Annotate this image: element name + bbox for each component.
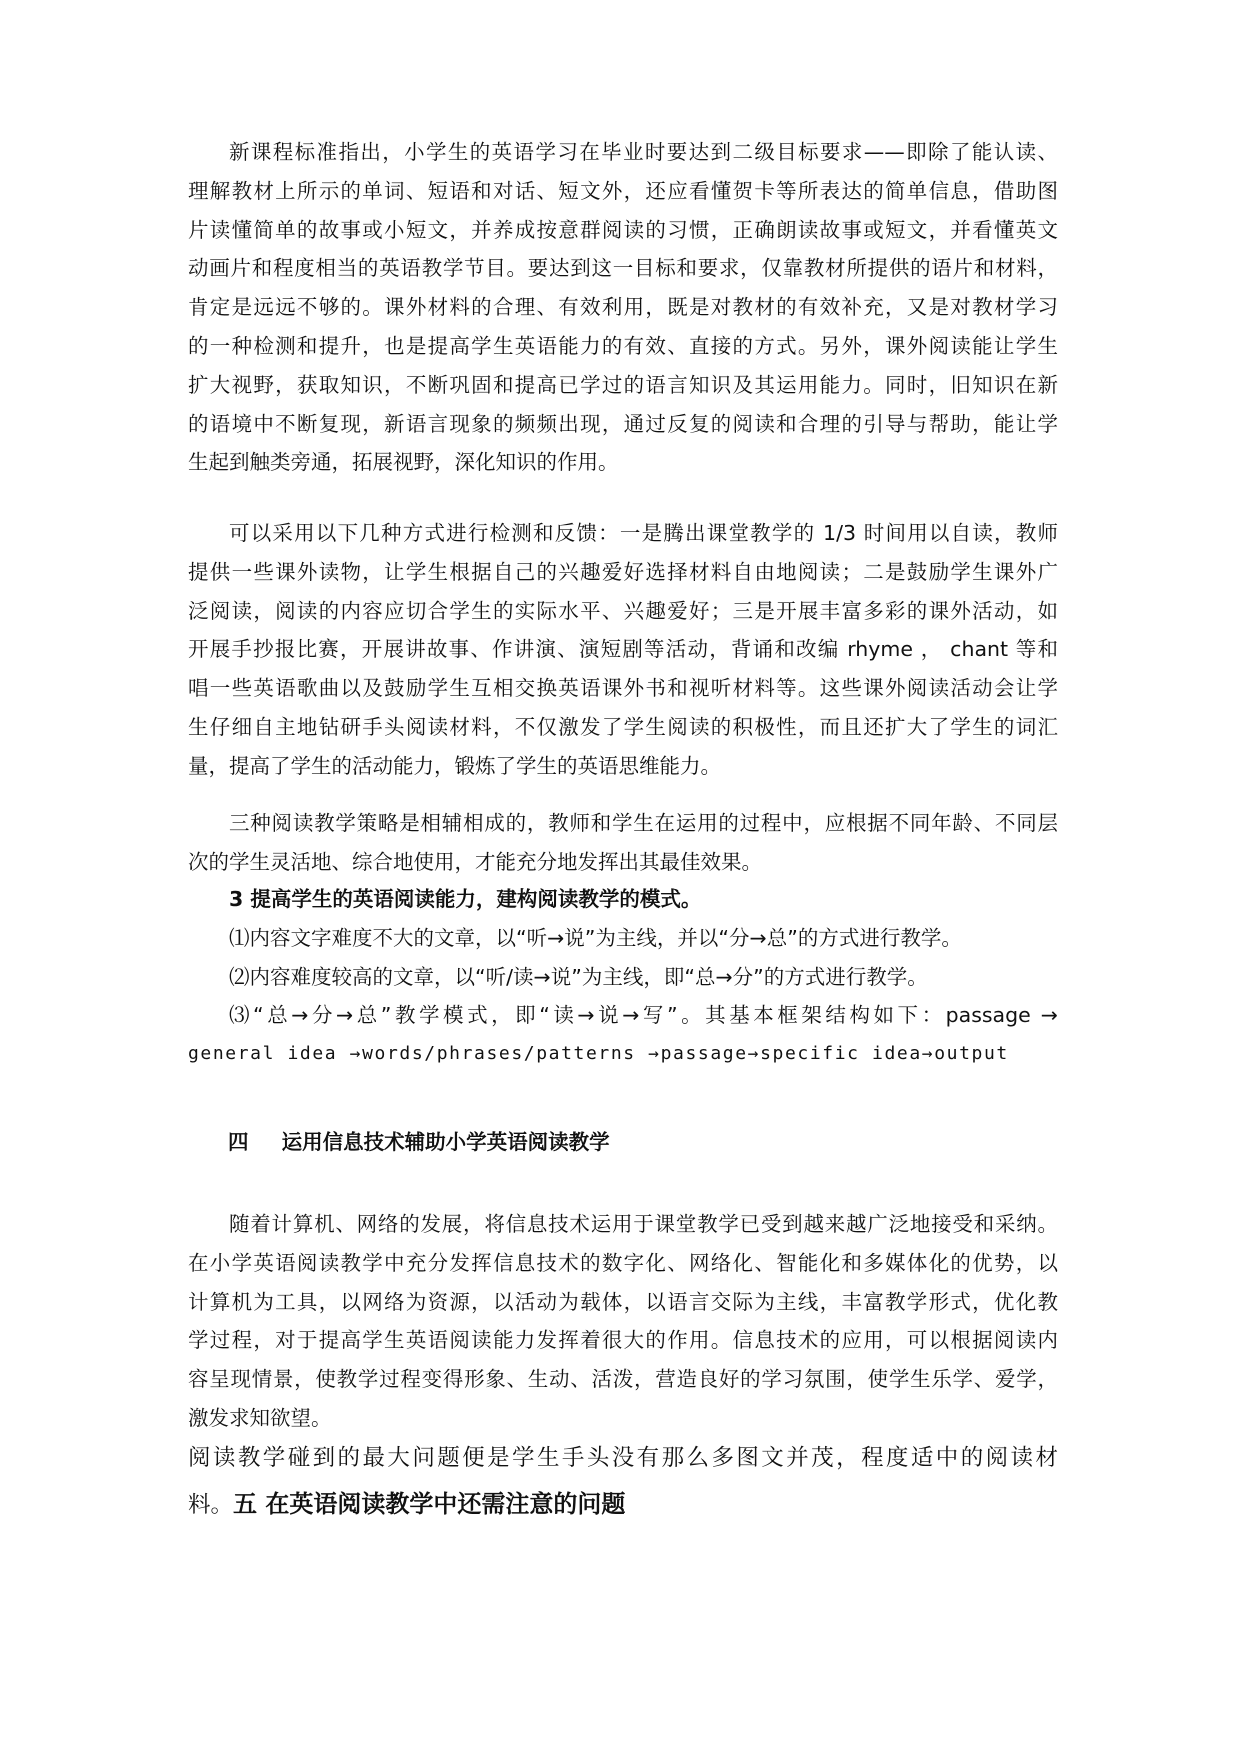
paragraph-line: 容呈现情景，使教学过程变得形象、生动、活泼，营造良好的学习氛围，使学生乐学、爱学， xyxy=(188,1367,1058,1392)
paragraph-line: 新课程标准指出，小学生的英语学习在毕业时要达到二级目标要求——即除了能认读、 xyxy=(229,140,1058,164)
paragraph-2 xyxy=(188,514,1058,786)
paragraph-4 xyxy=(188,1205,1058,1438)
paragraph-3 xyxy=(188,804,1058,882)
section-number: 四 xyxy=(228,1130,249,1154)
paragraph-5-line-2 xyxy=(188,1484,625,1519)
paragraph-line: 量，提高了学生的活动能力，锻炼了学生的英语思维能力。 xyxy=(188,753,721,778)
paragraph-line: 可以采用以下几种方式进行检测和反馈：一是腾出课堂教学的 1/3 时间用以自读，教师 xyxy=(229,521,1058,545)
section-5-heading: 五 在英语阅读教学中还需注意的问题 xyxy=(233,1489,626,1518)
paragraph-line: 泛阅读，阅读的内容应切合学生的实际水平、兴趣爱好；三是开展丰富多彩的课外活动，如 xyxy=(188,598,1058,623)
paragraph-line: 的语境中不断复现，新语言现象的频频出现，通过反复的阅读和合理的引导与帮助，能让学 xyxy=(188,411,1058,436)
paragraph-line: 三种阅读教学策略是相辅相成的，教师和学生在运用的过程中，应根据不同年龄、不同层 xyxy=(229,811,1058,835)
list-item: ⑵内容难度较高的文章，以“听/读→说”为主线，即“总→分”的方式进行教学。 xyxy=(229,964,928,989)
paragraph-line: 扩大视野，获取知识，不断巩固和提高已学过的语言知识及其运用能力。同时，旧知识在新 xyxy=(188,372,1058,397)
section-title: 运用信息技术辅助小学英语阅读教学 xyxy=(281,1130,610,1154)
paragraph-line: 生仔细自主地钻研手头阅读材料，不仅激发了学生阅读的积极性，而且还扩大了学生的词汇 xyxy=(188,714,1058,739)
paragraph-line: 随着计算机、网络的发展，将信息技术运用于课堂教学已受到越来越广泛地接受和采纳。 xyxy=(229,1212,1058,1236)
paragraph-line: 生起到触类旁通，拓展视野，深化知识的作用。 xyxy=(188,450,619,475)
list-item: ⑴内容文字难度不大的文章，以“听→说”为主线，并以“分→总”的方式进行教学。 xyxy=(229,925,962,950)
paragraph-1 xyxy=(188,133,1058,482)
paragraph-line: 计算机为工具，以网络为资源，以活动为载体，以语言交际为主线，丰富教学形式，优化教 xyxy=(188,1289,1058,1314)
paragraph-line: 唱一些英语歌曲以及鼓励学生互相交换英语课外书和视听材料等。这些课外阅读活动会让学 xyxy=(188,676,1058,701)
paragraph-line: 开展手抄报比赛，开展讲故事、作讲演、演短剧等活动，背诵和改编 rhyme ， chant 等和 xyxy=(188,637,1058,662)
paragraph-line: 的一种检测和提升，也是提高学生英语能力的有效、直接的方式。另外，课外阅读能让学生 xyxy=(188,333,1058,358)
paragraph-line: 肯定是远远不够的。课外材料的合理、有效利用，既是对教材的有效补充，又是对教材学习 xyxy=(188,295,1058,320)
section-4-heading xyxy=(228,1125,610,1155)
paragraph-line: 在小学英语阅读教学中充分发挥信息技术的数字化、网络化、智能化和多媒体化的优势，以 xyxy=(188,1250,1058,1275)
paragraph-line: 学过程，对于提高学生英语阅读能力发挥着很大的作用。信息技术的应用，可以根据阅读内 xyxy=(188,1328,1058,1353)
paragraph-5-prefix: 料。 xyxy=(188,1492,234,1518)
paragraph-line: 激发求知欲望。 xyxy=(188,1405,332,1430)
paragraph-5-line-1: 阅读教学碰到的最大问题便是学生手头没有那么多图文并茂，程度适中的阅读材 xyxy=(188,1445,1058,1471)
list-item-continuation: general idea →words/phrases/patterns →passage→specific idea→output xyxy=(188,1043,1009,1065)
section-3-heading: 3 提高学生的英语阅读能力，建构阅读教学的模式。 xyxy=(229,887,702,911)
paragraph-line: 动画片和程度相当的英语教学节目。要达到这一目标和要求，仅靠教材所提供的语片和材料， xyxy=(188,256,1058,281)
paragraph-line: 次的学生灵活地、综合地使用，才能充分地发挥出其最佳效果。 xyxy=(188,849,762,874)
list-item: ⑶“总→分→总”教学模式，即“读→说→写”。其基本框架结构如下：passage → xyxy=(229,1003,1058,1028)
paragraph-line: 理解教材上所示的单词、短语和对话、短文外，还应看懂贺卡等所表达的简单信息，借助图 xyxy=(188,178,1058,203)
paragraph-line: 提供一些课外读物，让学生根据自己的兴趣爱好选择材料自由地阅读；二是鼓励学生课外广 xyxy=(188,559,1058,584)
section-3 xyxy=(188,880,1058,1074)
paragraph-line: 片读懂简单的故事或小短文，并养成按意群阅读的习惯，正确朗读故事或短文，并看懂英文 xyxy=(188,217,1058,242)
